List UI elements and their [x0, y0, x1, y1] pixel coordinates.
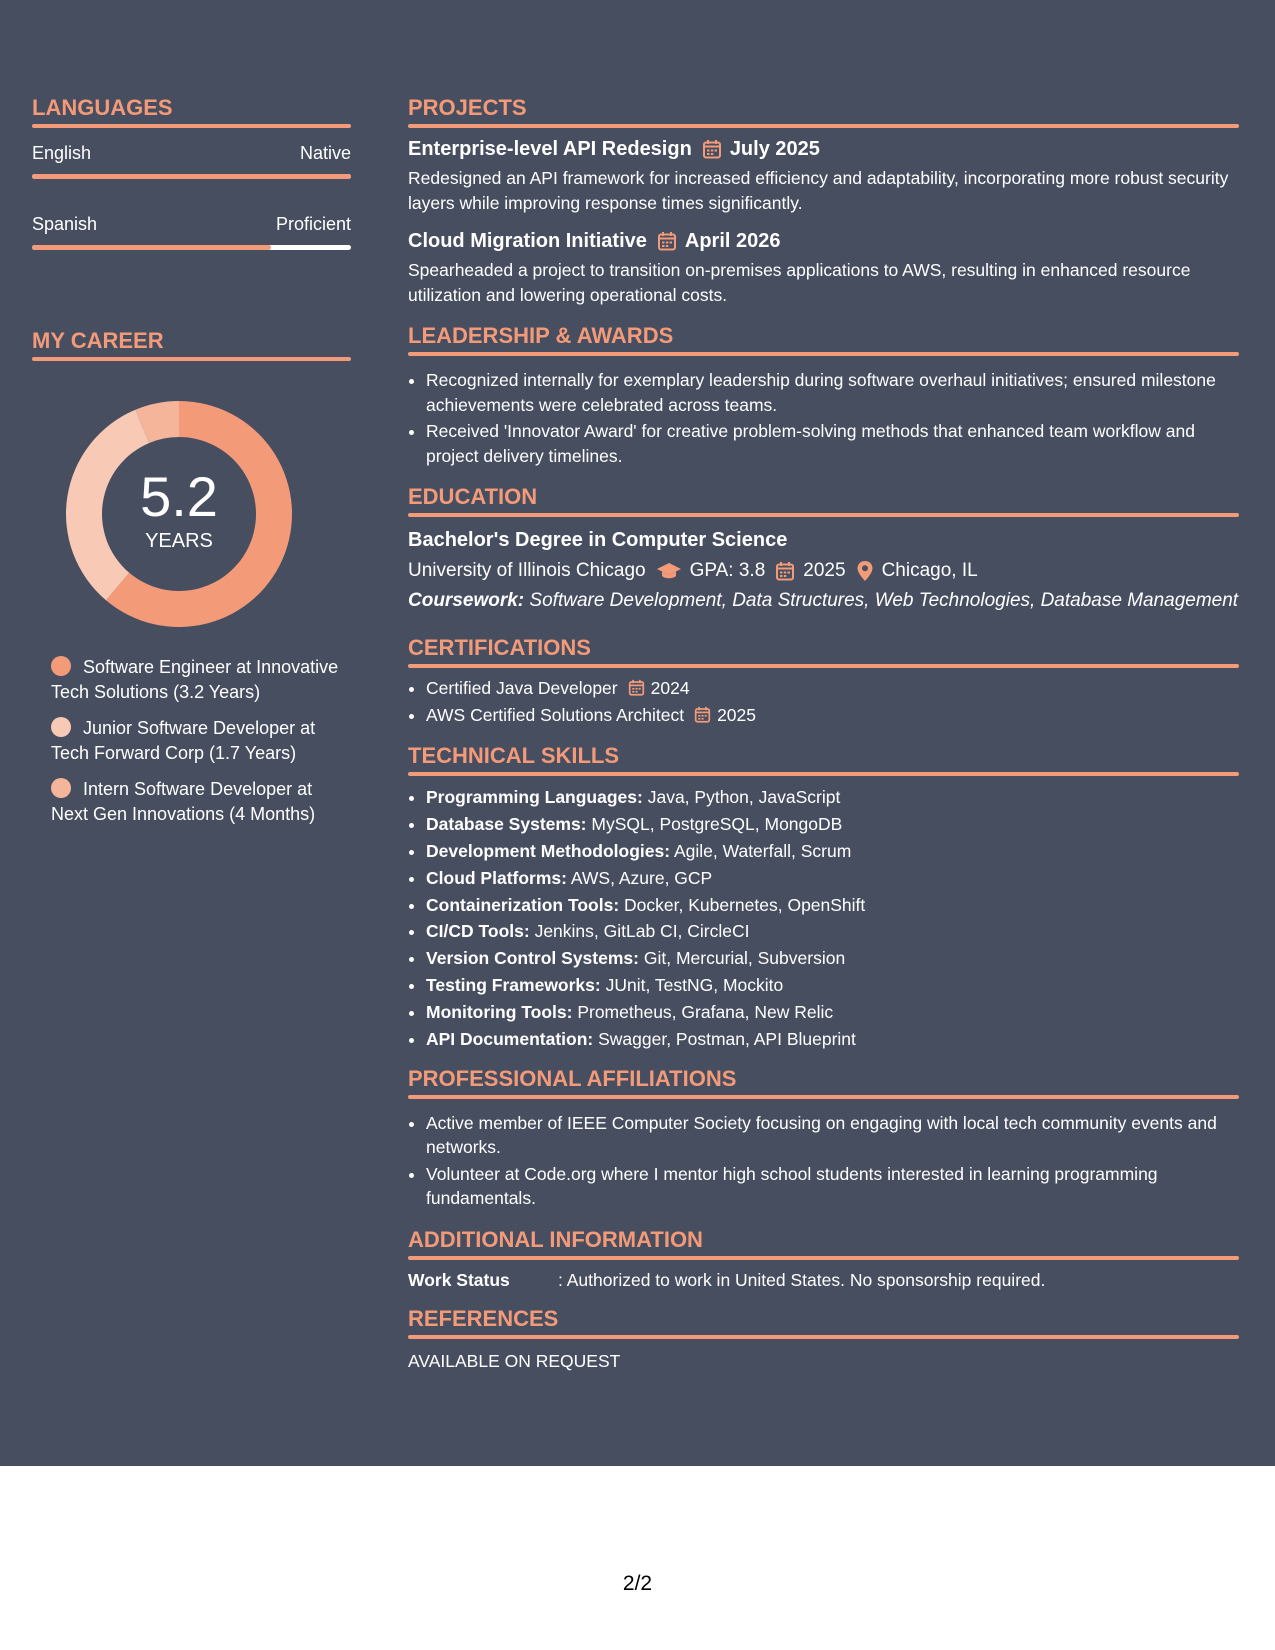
career-legend-item — [51, 655, 341, 704]
right-column — [408, 95, 1239, 1374]
section-title: LANGUAGES — [32, 95, 173, 120]
career-legend-item — [51, 777, 341, 826]
skill-value: JUnit, TestNG, Mockito — [605, 975, 784, 996]
leadership-section — [408, 323, 1239, 468]
school-location: Chicago, IL — [881, 560, 978, 581]
skill-item — [426, 785, 1239, 810]
coursework-list: Software Development, Data Structures, Web Technologies, Database Management — [529, 590, 1239, 611]
skill-item — [426, 812, 1239, 837]
projects-section — [408, 95, 1239, 307]
affiliations-section — [408, 1066, 1239, 1211]
list-item: • Received 'Innovator Award' for creative problem-solving methods that enhanced team workflow and project delivery timelines. — [426, 419, 1239, 468]
section-divider — [408, 1095, 1239, 1099]
skill-label: Version Control Systems: — [426, 948, 639, 969]
project-description: Redesigned an API framework for increased efficiency and adaptability, incorporating more robust security layers while improving response times significantly. — [408, 168, 1229, 213]
graduation-year: 2025 — [803, 560, 846, 581]
language-bar — [32, 174, 351, 179]
degree-title: Bachelor's Degree in Computer Science — [408, 529, 788, 551]
section-divider — [32, 124, 351, 128]
work-status-value: : Authorized to work in United States. No sponsorship required. — [558, 1269, 1046, 1290]
section-divider — [408, 352, 1239, 356]
skill-label: Monitoring Tools: — [426, 1002, 573, 1023]
certification-item — [426, 676, 1239, 701]
section-title: PROJECTS — [408, 95, 527, 120]
calendar-icon — [657, 231, 677, 251]
skill-item — [426, 893, 1239, 918]
certification-year: 2025 — [717, 704, 757, 725]
language-name: Spanish — [32, 214, 98, 234]
language-bar — [32, 245, 351, 250]
section-title: REFERENCES — [408, 1306, 559, 1332]
skill-value: MySQL, PostgreSQL, MongoDB — [591, 813, 843, 834]
language-row — [32, 213, 351, 235]
skill-value: Java, Python, JavaScript — [647, 787, 841, 807]
additional-info-section — [408, 1227, 1239, 1293]
certifications-section — [408, 635, 1239, 727]
list-item: • Volunteer at Code.org where I mentor high school students interested in learning programming fundamentals. — [426, 1162, 1239, 1211]
career-donut-chart — [66, 401, 292, 627]
career-section — [32, 328, 351, 826]
section-divider — [408, 664, 1239, 668]
language-level: Native — [299, 143, 351, 163]
section-title: TECHNICAL SKILLS — [408, 743, 620, 768]
certification-item — [426, 703, 1239, 728]
section-title: ADDITIONAL INFORMATION — [408, 1226, 703, 1252]
total-years-unit: YEARS — [145, 530, 213, 552]
skill-label: CI/CD Tools: — [426, 921, 530, 942]
references-section — [408, 1306, 1239, 1374]
legend-dot — [51, 778, 71, 798]
education-section — [408, 484, 1239, 613]
skill-label: Database Systems: — [426, 813, 587, 834]
section-divider — [408, 513, 1239, 517]
calendar-icon — [694, 706, 711, 723]
skill-item — [426, 1027, 1239, 1052]
work-status-label: Work Status — [408, 1269, 510, 1290]
total-years-value: 5.2 — [140, 465, 218, 528]
donut-center — [66, 401, 292, 627]
project-heading — [408, 136, 1239, 162]
legend-dot — [51, 717, 71, 737]
section-divider — [408, 1256, 1239, 1260]
language-name: English — [32, 143, 92, 163]
education-details — [408, 559, 1239, 583]
section-title: EDUCATION — [408, 484, 538, 509]
certification-name: Certified Java Developer — [426, 678, 618, 698]
section-title: PROFESSIONAL AFFILIATIONS — [408, 1065, 737, 1091]
skill-label: Containerization Tools: — [426, 894, 620, 915]
skill-item — [426, 866, 1239, 891]
references-text: AVAILABLE ON REQUEST — [408, 1351, 621, 1372]
skill-item — [426, 1000, 1239, 1025]
project-heading — [408, 228, 1239, 254]
skill-item — [426, 919, 1239, 944]
skill-item — [426, 973, 1239, 998]
skill-label: API Documentation: — [426, 1029, 594, 1050]
skill-label: Programming Languages: — [426, 787, 643, 807]
affiliations-list — [408, 1111, 1239, 1211]
coursework-label: Coursework: — [408, 590, 525, 611]
skill-value: Docker, Kubernetes, OpenShift — [624, 894, 866, 915]
skill-label: Testing Frameworks: — [426, 975, 601, 996]
section-title: LEADERSHIP & AWARDS — [408, 323, 674, 348]
career-legend-item — [51, 716, 341, 765]
skills-list — [408, 785, 1239, 1052]
calendar-icon — [628, 679, 645, 696]
leadership-list — [408, 368, 1239, 468]
left-column — [32, 95, 351, 838]
section-title: CERTIFICATIONS — [408, 635, 591, 660]
skills-section — [408, 743, 1239, 1052]
project-date: July 2025 — [729, 138, 820, 160]
certifications-list — [408, 676, 1239, 727]
skill-label: Cloud Platforms: — [426, 867, 567, 888]
certification-year: 2024 — [650, 678, 690, 698]
language-bar-fill — [32, 174, 351, 179]
skill-item — [426, 946, 1239, 971]
languages-section — [32, 95, 351, 250]
location-pin-icon — [856, 560, 874, 582]
calendar-icon — [775, 561, 795, 581]
skill-value: Prometheus, Grafana, New Relic — [577, 1002, 834, 1023]
language-level: Proficient — [275, 214, 351, 234]
skill-value: Git, Mercurial, Subversion — [643, 948, 846, 969]
work-status-row — [408, 1268, 1239, 1293]
career-label: Software Engineer at Innovative Tech Solutions (3.2 Years) — [51, 657, 339, 702]
project-name: Cloud Migration Initiative — [408, 230, 647, 252]
skill-value: Swagger, Postman, API Blueprint — [598, 1029, 856, 1050]
project-description: Spearheaded a project to transition on-premises applications to AWS, resulting in enhanced resource utilization and lowering operational costs. — [408, 260, 1191, 305]
list-item: • Recognized internally for exemplary leadership during software overhaul initiatives; ensured milestone achievements were celebrated across teams. — [426, 368, 1239, 417]
language-row — [32, 142, 351, 164]
project-date: April 2026 — [684, 230, 781, 252]
skill-value: AWS, Azure, GCP — [570, 867, 713, 888]
gpa: GPA: 3.8 — [689, 560, 766, 581]
career-label: Junior Software Developer at Tech Forward Corp (1.7 Years) — [51, 718, 316, 763]
page-number: 2/2 — [622, 1572, 653, 1595]
calendar-icon — [702, 139, 722, 159]
legend-dot — [51, 656, 71, 676]
graduation-cap-icon — [656, 561, 682, 581]
language-bar-fill — [32, 245, 271, 250]
section-divider — [408, 1335, 1239, 1339]
skill-value: Agile, Waterfall, Scrum — [673, 840, 852, 861]
school-name: University of Illinois Chicago — [408, 560, 646, 581]
coursework — [408, 589, 1239, 613]
section-divider — [408, 124, 1239, 128]
list-item: • Active member of IEEE Computer Society focusing on engaging with local tech community events and networks. — [426, 1111, 1239, 1160]
project-name: Enterprise-level API Redesign — [408, 138, 692, 160]
skill-label: Development Methodologies: — [426, 840, 671, 861]
career-label: Intern Software Developer at Next Gen Innovations (4 Months) — [51, 779, 316, 824]
skill-item — [426, 839, 1239, 864]
section-title: MY CAREER — [32, 328, 164, 353]
section-divider — [32, 357, 351, 361]
skill-value: Jenkins, GitLab CI, CircleCI — [534, 921, 750, 942]
section-divider — [408, 772, 1239, 776]
certification-name: AWS Certified Solutions Architect — [426, 704, 685, 725]
career-legend — [51, 655, 351, 826]
